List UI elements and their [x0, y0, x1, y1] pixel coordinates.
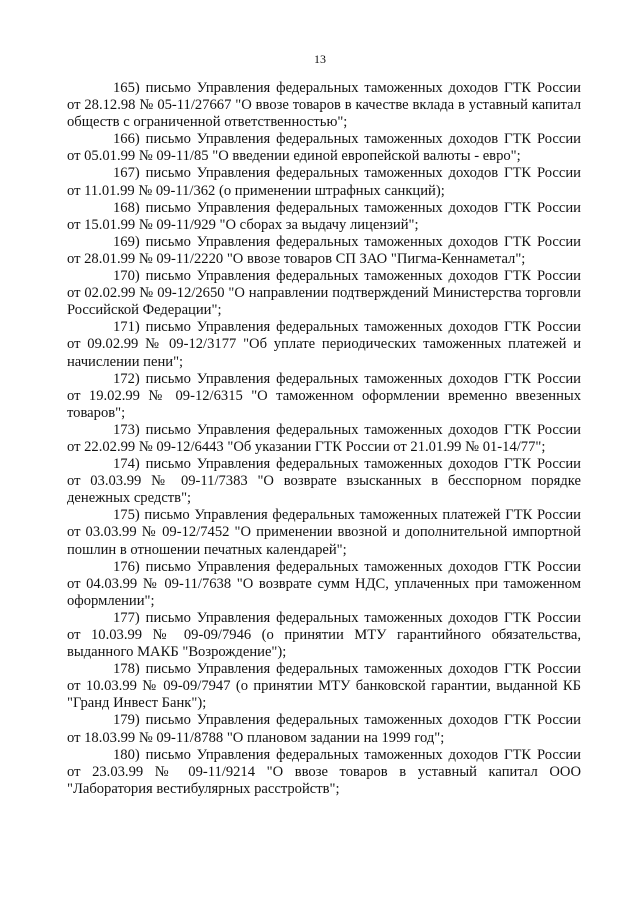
list-item-171: 171) письмо Управления федеральных таможенных доходов ГТК России от 09.02.99 № 09-12/3177 "Об уплате периодических таможенных платежей и начислении пени";: [67, 319, 581, 370]
list-item-166: 166) письмо Управления федеральных таможенных доходов ГТК России от 05.01.99 № 09-11/85 "О введении единой европейской валюты - евро";: [67, 131, 581, 165]
list-item-178: 178) письмо Управления федеральных таможенных доходов ГТК России от 10.03.99 № 09-09/7947 (о принятии МТУ банковской гарантии, выданной КБ "Гранд Инвест Банк");: [67, 661, 581, 712]
list-item-176: 176) письмо Управления федеральных таможенных доходов ГТК России от 04.03.99 № 09-11/7638 "О возврате сумм НДС, уплаченных при таможенном оформлении";: [67, 558, 581, 609]
list-item-174: 174) письмо Управления федеральных таможенных доходов ГТК России от 03.03.99 № 09-11/7383 "О возврате взысканных в бесспорном порядке денежных средств";: [67, 456, 581, 507]
list-item-177: 177) письмо Управления федеральных таможенных доходов ГТК России от 10.03.99 № 09-09/7946 (о принятии МТУ гарантийного обязательства, выданного МАКБ "Возрождение");: [67, 609, 581, 661]
list-item-175: 175) письмо Управления федеральных таможенных платежей ГТК России от 03.03.99 № 09-12/7452 "О применении ввозной и дополнительной импортной пошлин в отношении печатных календарей";: [67, 507, 581, 558]
list-item-168: 168) письмо Управления федеральных таможенных доходов ГТК России от 15.01.99 № 09-11/929 "О сборах за выдачу лицензий";: [67, 199, 581, 233]
page-number: 13: [314, 52, 326, 66]
list-item-165: 165) письмо Управления федеральных таможенных доходов ГТК России от 28.12.98 № 05-11/27667 "О ввозе товаров в качестве вклада в уставный капитал обществ с ограниченной ответственностью";: [67, 80, 581, 131]
list-item-167: 167) письмо Управления федеральных таможенных доходов ГТК России от 11.01.99 № 09-11/362 (о применении штрафных санкций);: [67, 165, 581, 199]
list-item-169: 169) письмо Управления федеральных таможенных доходов ГТК России от 28.01.99 № 09-11/2220 "О ввозе товаров СП ЗАО "Пигма-Кеннаметал";: [67, 233, 581, 267]
document-body: [67, 80, 581, 798]
list-item-179: 179) письмо Управления федеральных таможенных доходов ГТК России от 18.03.99 № 09-11/8788 "О плановом задании на 1999 год";: [67, 712, 581, 746]
list-item-180: 180) письмо Управления федеральных таможенных доходов ГТК России от 23.03.99 № 09-11/9214 "О ввозе товаров в уставный капитал ООО "Лаборатория вестибулярных расстройств";: [67, 746, 581, 797]
list-item-172: 172) письмо Управления федеральных таможенных доходов ГТК России от 19.02.99 № 09-12/6315 "О таможенном оформлении временно ввезенных товаров";: [67, 370, 581, 421]
list-item-173: 173) письмо Управления федеральных таможенных доходов ГТК России от 22.02.99 № 09-12/6443 "Об указании ГТК России от 21.01.99 № 01-14/77";: [67, 421, 581, 455]
list-item-170: 170) письмо Управления федеральных таможенных доходов ГТК России от 02.02.99 № 09-12/2650 "О направлении подтверждений Министерства торговли Российской Федерации";: [67, 268, 581, 319]
